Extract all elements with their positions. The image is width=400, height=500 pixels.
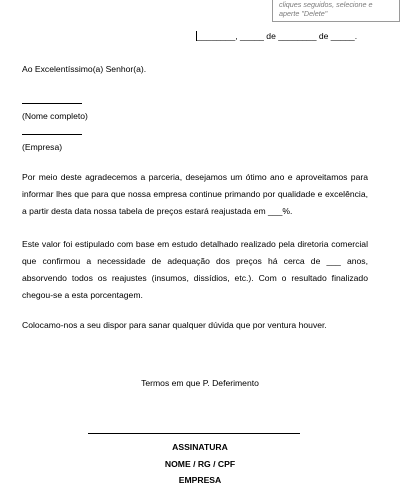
body-paragraph-2: Este valor foi estipulado com base em estudo detalhado realizado pela diretoria comercial que confirmou a necessidade de adequação dos preços há cerca de ___ anos, absorvendo todos os reajustes (insumos, dissídios, etc.). Com o resultado finalizado chegou-se a esta porcentagem.: [22, 239, 368, 300]
signature-id-label: NOME / RG / CPF: [164, 459, 236, 469]
signature-company-label: EMPRESA: [178, 475, 222, 485]
instruction-note-line: aperte "Delete": [279, 8, 328, 18]
recipient-name-blank: [22, 103, 82, 104]
instruction-note-line: cliques seguidos, selecione e: [279, 0, 373, 9]
recipient-company-label: (Empresa): [22, 142, 63, 152]
recipient-company-blank: [22, 134, 82, 135]
signature-label: ASSINATURA: [172, 442, 228, 452]
instruction-note: [272, 0, 400, 22]
recipient-name-label: (Nome completo): [22, 111, 88, 121]
body-paragraph-3: Colocamo-nos a seu dispor para sanar qualquer dúvida que por ventura houver.: [22, 320, 327, 330]
date-line[interactable]: [196, 31, 357, 42]
date-line-text: ________, _____ de ________ de _____.: [197, 31, 358, 41]
salutation: Ao Excelentíssimo(a) Senhor(a).: [22, 64, 147, 74]
signature-line: [88, 433, 300, 434]
closing-line: Termos em que P. Deferimento: [141, 378, 259, 388]
body-paragraph-1: Por meio deste agradecemos a parceria, desejamos um ótimo ano e aproveitamos para informar lhes que para que nossa empresa continue primando por qualidade e excelência, a partir desta data nossa tabela de preços estará reajustada em ___%.: [22, 172, 368, 216]
